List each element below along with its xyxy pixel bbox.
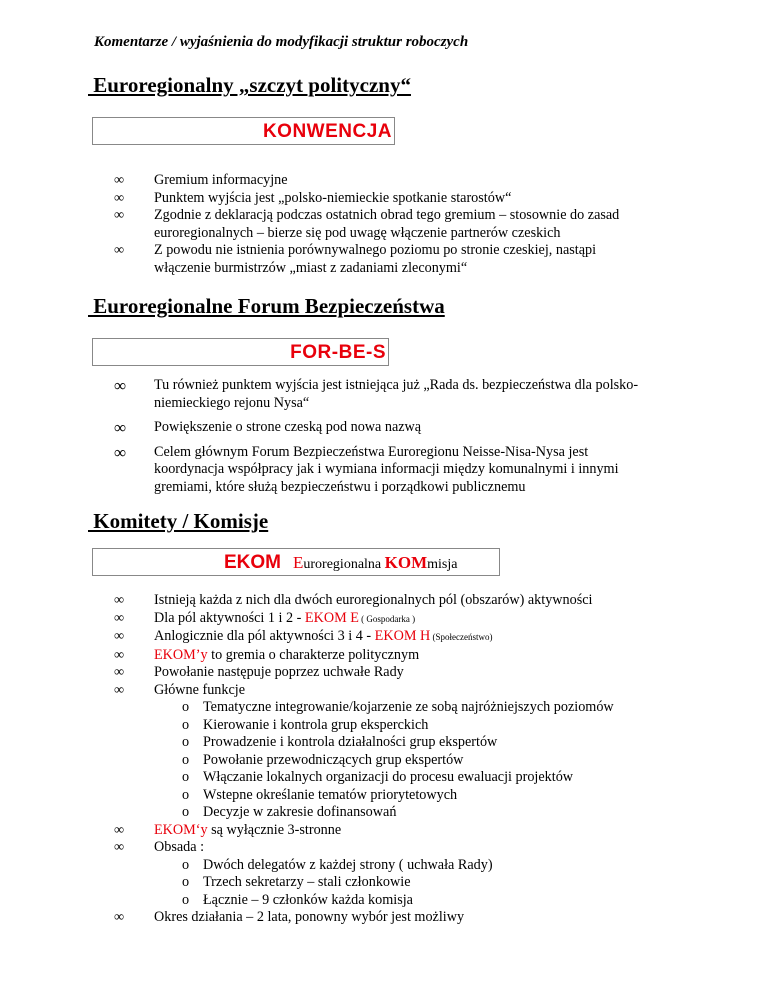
infinity-bullet-icon: ∞ [114,646,125,663]
list-item: ∞ EKOM’y to gremia o charakterze politycznym [114,646,420,663]
list-item: ∞ Z powodu nie istnienia porównywalnego poziomu po stronie czeskiej, nastąpi włączenie burmistrzów „miast z zadaniami zleconymi“ [114,242,597,276]
sub-list-item: o Dwóch delegatów z każdej strony ( uchwała Rady) [182,856,493,873]
infinity-bullet-icon: ∞ [114,172,125,188]
main-functions-sublist [154,699,734,822]
ekom-label: EKOM Euroregionalna KOMmisja [224,552,458,573]
sub-list-item: o Kierowanie i kontrola grup eksperckich [182,716,429,733]
infinity-bullet-icon: ∞ [114,189,125,206]
sub-list-item: o Wstepne określanie tematów priorytetowych [182,786,458,803]
section-title-political-summit: Euroregionalny „szczyt polityczny“ [88,73,411,97]
infinity-bullet-icon: ∞ [114,207,125,223]
list-item: ∞ Punktem wyjścia jest „polsko-niemieckie spotkanie starostów“ [114,189,512,206]
infinity-bullet-icon: ∞ [114,628,125,644]
list-item: ∞ Okres działania – 2 lata, ponowny wybór jest możliwy [114,909,465,925]
list-item: ∞ Tu również punktem wyjścia jest istniejąca już „Rada ds. bezpieczeństwa dla polsko- niemieckiego rejonu Nysa“ [114,376,639,411]
infinity-bullet-icon: ∞ [114,839,125,855]
for-be-s-list [114,377,714,496]
ekom-box [92,548,500,576]
infinity-bullet-icon: ∞ [114,821,125,838]
list-item: ∞ Obsada : o Dwóch delegatów z każdej strony ( uchwała Rady) o Trzech sekretarzy – stali członkowie o Łącznie – 9 członków każda komisja [114,839,734,909]
section-title-committees: Komitety / Komisje [88,509,269,533]
sub-list-item: o Łącznie – 9 członków każda komisja [182,891,413,908]
infinity-bullet-icon: ∞ [114,242,125,258]
infinity-bullet-icon: ∞ [114,909,125,925]
list-item: ∞ Zgodnie z deklaracją podczas ostatnich obrad tego gremium – stosownie do zasad euroregionalnych – bierze się pod uwagę włączenie partnerów czeskich [114,207,620,241]
list-item: ∞ Powiększenie o strone czeską pod nowa nazwą [114,418,422,437]
list-item: ∞ Dla pól aktywności 1 i 2 - EKOM E ( Gospodarka ) [114,609,416,626]
composition-sublist [154,857,734,910]
ekom-list [114,592,734,927]
list-item: ∞ Istnieją każda z nich dla dwóch euroregionalnych pól (obszarów) aktywności [114,592,593,608]
sub-list-item: o Prowadzenie i kontrola działalności grup ekspertów [182,734,498,750]
konwencja-box [92,117,395,145]
section-title-security-forum: Euroregionalne Forum Bezpieczeństwa [88,294,445,318]
sub-list-item: o Powołanie przewodniczących grup ekspertów [182,751,464,768]
konwencja-list [114,172,714,277]
infinity-bullet-icon: ∞ [114,592,125,608]
infinity-bullet-icon: ∞ [114,609,125,626]
infinity-bullet-icon: ∞ [114,664,125,680]
list-item: ∞ Celem głównym Forum Bezpieczeństwa Euroregionu Neisse-Nisa-Nysa jest koordynacja współpracy jak i wymiana informacji między komunalnymi i innymi gremiami, które służą bezpieczeństwu i porządkowi publicznemu [114,442,619,495]
konwencja-label: KONWENCJA [262,121,392,142]
for-be-s-label: FOR-BE-S [290,342,386,363]
list-item: ∞ Anlogicznie dla pól aktywności 3 i 4 - EKOM H (Społeczeństwo) [114,628,493,644]
list-item: ∞ Powołanie następuje poprzez uchwałe Rady [114,664,404,680]
infinity-bullet-icon: ∞ [114,418,127,437]
infinity-bullet-icon: ∞ [114,681,125,698]
sub-list-item: o Tematyczne integrowanie/kojarzenie ze sobą najróżniejszych poziomów [182,699,614,715]
sub-list-item: o Trzech sekretarzy – stali członkowie [182,874,411,890]
list-item: ∞ EKOM‘y są wyłącznie 3-stronne [114,821,342,838]
infinity-bullet-icon: ∞ [114,442,127,462]
document-header: Komentarze / wyjaśnienia do modyfikacji struktur roboczych [94,34,469,50]
sub-list-item: o Decyzje w zakresie dofinansowań [182,804,397,820]
list-item: ∞ Gremium informacyjne [114,172,288,188]
infinity-bullet-icon: ∞ [114,376,127,395]
for-be-s-box [92,338,389,366]
sub-list-item: o Włączanie lokalnych organizacji do procesu ewaluacji projektów [182,769,574,785]
list-item: ∞ Główne funkcje o Tematyczne integrowanie/kojarzenie ze sobą najróżniejszych poziomów o Kierowanie i kontrola grup eksperckich o Prowadzenie i kontrola działalności grup ekspertów o Powołanie przewodniczących grup ekspertów o Włączanie lokalnych organizacji do procesu ewaluacji projektów o Wstepne określanie tematów priorytetowych o Decyzje w zakresie dofinansowań [114,682,734,822]
